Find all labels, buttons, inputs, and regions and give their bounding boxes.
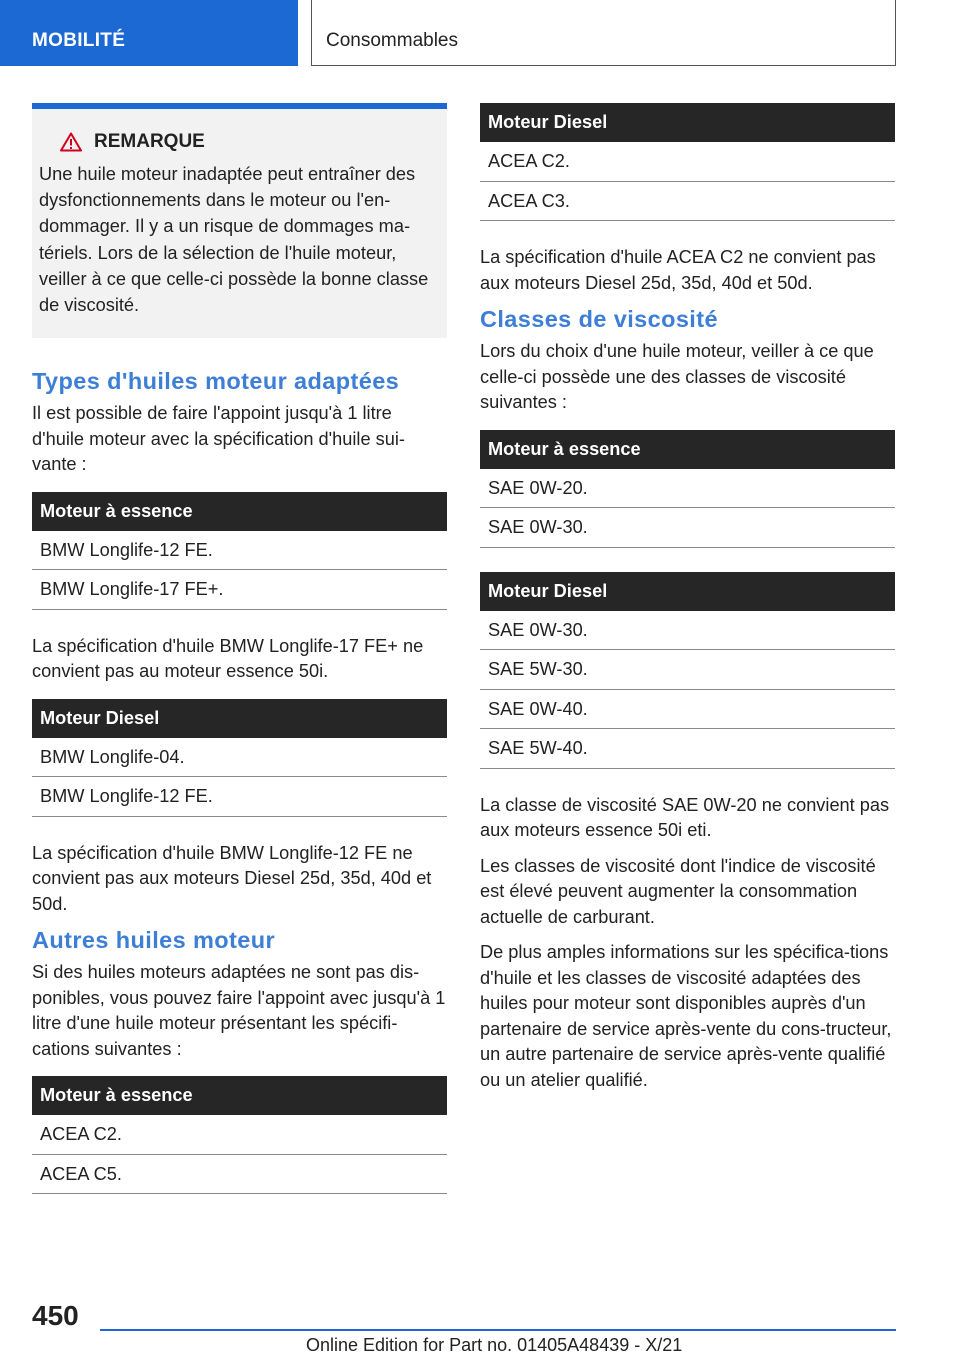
paragraph-consumption: Les classes de viscosité dont l'indice de viscosité est élevé peuvent augmenter la consommation actuelle de carburant.	[480, 855, 876, 927]
table-header: Moteur Diesel	[32, 699, 447, 738]
footer-divider	[100, 1329, 896, 1331]
page-number: 450	[32, 1300, 79, 1331]
table-header: Moteur à essence	[32, 492, 447, 531]
table-row: ACEA C2.	[480, 142, 895, 182]
table-row: ACEA C3.	[480, 182, 895, 222]
table-row: SAE 0W-30.	[480, 508, 895, 548]
note-text: Une huile moteur inadaptée peut entraîner des dysfonctionnements dans le moteur ou l'en‐dommager. Il y a un risque de dommages ma‐tériels. Lors de la sélection de l'huile moteur, veiller à ce que celle-ci possède la bonne classe de viscosité.	[39, 164, 429, 316]
table-diesel-longlife	[32, 699, 447, 817]
table-essence-longlife	[32, 492, 447, 610]
page-header	[0, 0, 960, 66]
heading-types: Types d'huiles moteur adaptées	[32, 368, 400, 395]
table-row: BMW Longlife-04.	[32, 738, 447, 778]
heading-viscosite: Classes de viscosité	[480, 306, 718, 332]
table-row: SAE 0W-20.	[480, 469, 895, 509]
table-diesel-sae	[480, 572, 895, 769]
right-column	[480, 103, 895, 1103]
table-row: SAE 5W-40.	[480, 729, 895, 769]
note-title-text: REMARQUE	[94, 131, 205, 152]
table-row: BMW Longlife-12 FE.	[32, 777, 447, 817]
table-header: Moteur à essence	[32, 1076, 447, 1115]
paragraph-types: Il est possible de faire l'appoint jusqu'à 1 litre d'huile moteur avec la spécification d'huile sui‐vante :	[32, 403, 405, 475]
table-essence-sae	[480, 430, 895, 548]
table-row: BMW Longlife-17 FE+.	[32, 570, 447, 610]
paragraph-autres: Si des huiles moteurs adaptées ne sont pas dis‐ponibles, vous pouvez faire l'appoint avec jusqu'à 1 litre d'une huile moteur présentant les spécifi‐cations suivantes :	[32, 962, 446, 1059]
note-title	[60, 131, 439, 153]
table-header: Moteur Diesel	[480, 103, 895, 142]
paragraph-sae-note: La classe de viscosité SAE 0W-20 ne convient pas aux moteurs essence 50i eti.	[480, 794, 890, 840]
table-row: ACEA C2.	[32, 1115, 447, 1155]
heading-autres: Autres huiles moteur	[32, 927, 276, 954]
warning-triangle-icon	[60, 132, 82, 152]
paragraph-t4-note: La spécification d'huile ACEA C2 ne convient pas aux moteurs Diesel 25d, 35d, 40d et 50d.	[480, 247, 876, 293]
table-diesel-acea	[480, 103, 895, 221]
table-row: SAE 5W-30.	[480, 650, 895, 690]
left-column	[32, 103, 447, 1218]
table-row: SAE 0W-30.	[480, 611, 895, 651]
paragraph-t2-note: La spécification d'huile BMW Longlife-12 FE ne convient pas aux moteurs Diesel 25d, 35d, 40d et 50d.	[32, 842, 432, 914]
table-header: Moteur à essence	[480, 430, 895, 469]
edition-text: Online Edition for Part no. 01405A48439 - X/21	[306, 1335, 683, 1355]
table-row: ACEA C5.	[32, 1155, 447, 1195]
paragraph-more-info: De plus amples informations sur les spécifica‐tions d'huile et les classes de viscosité adaptées des huiles pour moteur sont disponibles auprès d'un partenaire de service après-vente du cons‐tructeur, un autre partenaire de service après-vente qualifié ou un atelier qualifié.	[480, 942, 892, 1090]
table-essence-acea	[32, 1076, 447, 1194]
section-label: MOBILITÉ	[0, 0, 298, 66]
table-row: BMW Longlife-12 FE.	[32, 531, 447, 571]
chapter-label: Consommables	[311, 0, 896, 66]
table-header: Moteur Diesel	[480, 572, 895, 611]
paragraph-t1-note: La spécification d'huile BMW Longlife-17 FE+ ne convient pas au moteur essence 50i.	[32, 635, 424, 682]
table-row: SAE 0W-40.	[480, 690, 895, 730]
note-box	[32, 103, 447, 338]
paragraph-viscosite: Lors du choix d'une huile moteur, veiller à ce que celle-ci possède une des classes de viscosité suivantes :	[480, 341, 874, 412]
